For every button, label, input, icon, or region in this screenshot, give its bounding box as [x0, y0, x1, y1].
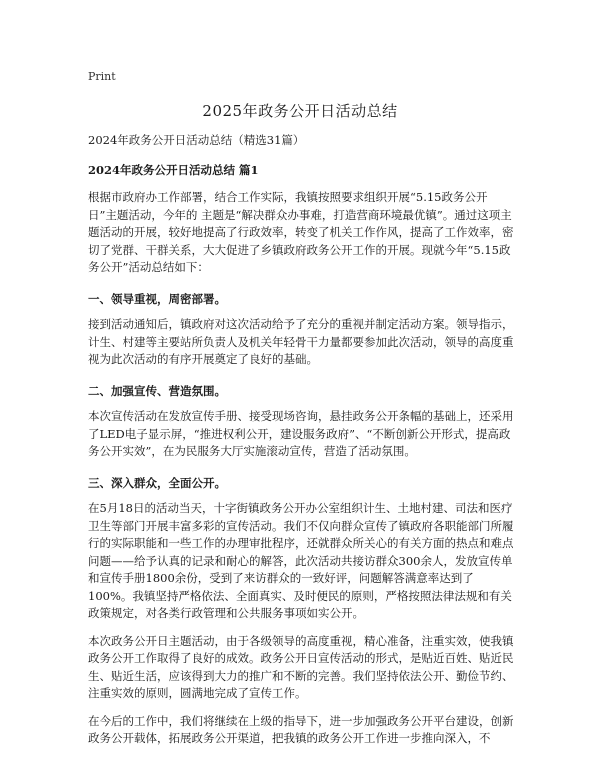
page-title: 2025年政务公开日活动总结 [202, 102, 398, 120]
section-heading: 一、领导重视，周密部署。 [88, 291, 226, 306]
future-paragraph: 在今后的工作中，我们将继续在上级的指导下，进一步加强政务公开平台建设，创新政务公开载体，拓展政务公开渠道，把我镇的政务公开工作进一步推向深入，不 [88, 713, 514, 745]
document-content [88, 132, 514, 758]
print-link[interactable]: Print [88, 70, 116, 83]
part-heading: 2024年政务公开日活动总结 篇1 [88, 162, 259, 177]
summary-paragraph: 本次政务公开日主题活动，由于各级领导的高度重视，精心准备，注重实效，使我镇政务公开工作取得了良好的成效。政务公开日宣传活动的形式，是贴近百姓、贴近民生、贴近生活，应该得到大力的推广和不断的完善。我们坚持依法公开、勤俭节约、注重实效的原则，圆满地完成了宣传工作。 [88, 633, 514, 700]
document-subtitle: 2024年政务公开日活动总结（精选31篇） [88, 133, 305, 147]
section-body: 在5月18日的活动当天，十字街镇政务公开办公室组织计生、土地村建、司法和医疗卫生等部门开展丰富多彩的宣传活动。我们不仅向群众宣传了镇政府各职能部门所履行的实际职能和一些工作的办理审批程序，还就群众所关心的有关方面的热点和难点问题——给予认真的记录和耐心的解答，此次活动共接访群众300余人，发放宣传单和宣传手册1800余份，受到了来访群众的一致好评，问题解答满意率达到了100%。我镇坚持严格依法、全面真实、及时便民的原则，严格按照法律法规和有关政策规定，对各类行政管理和公共服务事项如实公开。 [88, 501, 514, 620]
intro-paragraph: 根据市政府办工作部署，结合工作实际，我镇按照要求组织开展“5.15政务公开日”主题活动，今年的 主题是“解决群众办事难，打造营商环境最优镇”。通过这项主题活动的开展，较好地提高了行政效率，转变了机关工作作风，提高了工作效率，密切了党群、干群关系，大大促进了乡镇政府政务公开工作的开展。现就今年“5.15政务公开”活动总结如下： [88, 190, 514, 274]
section-body: 本次宣传活动在发放宣传手册、接受现场咨询，悬挂政务公开条幅的基础上，还采用了LED电子显示屏，“推进权利公开，建设服务政府”、“不断创新公开形式，提高政务公开实效”，在为民服务大厅实施滚动宣传，营造了活动氛围。 [88, 409, 514, 458]
section-heading: 三、深入群众，全面公开。 [88, 475, 226, 490]
section-heading: 二、加强宣传、营造氛围。 [88, 383, 226, 398]
section-body: 接到活动通知后，镇政府对这次活动给予了充分的重视并制定活动方案。领导指示，计生、村建等主要站所负责人及机关年轻骨干力量都要参加此次活动，领导的高度重视为此次活动的有序开展奠定了良好的基础。 [88, 317, 514, 366]
